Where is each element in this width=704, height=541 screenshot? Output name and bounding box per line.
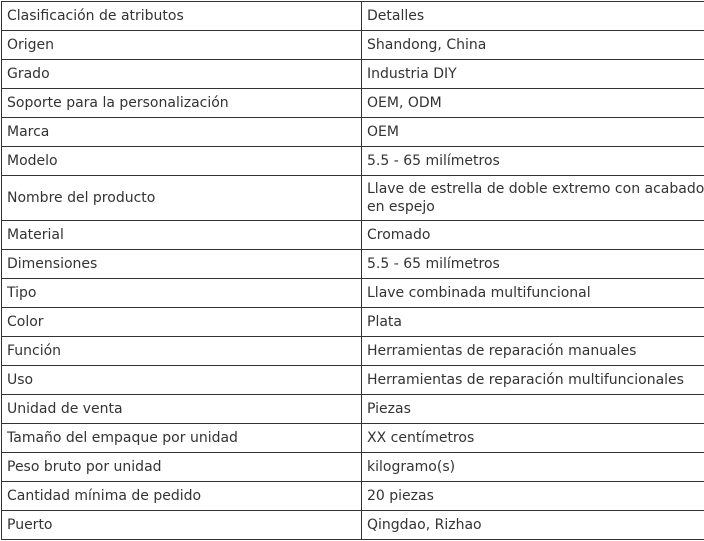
attribute-cell: Puerto — [2, 511, 362, 540]
attribute-cell: Función — [2, 337, 362, 366]
table-row — [2, 176, 704, 221]
value-cell: 5.5 - 65 milímetros — [362, 147, 704, 176]
attribute-cell: Modelo — [2, 147, 362, 176]
attribute-cell: Color — [2, 308, 362, 337]
value-cell: Plata — [362, 308, 704, 337]
table-header-row — [2, 2, 704, 31]
value-cell: Cromado — [362, 221, 704, 250]
table-row — [2, 453, 704, 482]
value-cell: Qingdao, Rizhao — [362, 511, 704, 540]
attribute-cell: Dimensiones — [2, 250, 362, 279]
value-cell: Llave combinada multifuncional — [362, 279, 704, 308]
attribute-cell: Tamaño del empaque por unidad — [2, 424, 362, 453]
table-row — [2, 337, 704, 366]
value-cell: XX centímetros — [362, 424, 704, 453]
attribute-cell: Tipo — [2, 279, 362, 308]
attribute-cell: Unidad de venta — [2, 395, 362, 424]
table-row — [2, 366, 704, 395]
table-row — [2, 395, 704, 424]
value-cell: Llave de estrella de doble extremo con acabado en espejo — [362, 176, 704, 221]
value-cell: 20 piezas — [362, 482, 704, 511]
attribute-cell: Nombre del producto — [2, 176, 362, 221]
table-row — [2, 221, 704, 250]
table-row — [2, 60, 704, 89]
table-row — [2, 31, 704, 60]
table-row — [2, 511, 704, 540]
attribute-cell: Cantidad mínima de pedido — [2, 482, 362, 511]
table-row — [2, 482, 704, 511]
table-row — [2, 308, 704, 337]
value-cell: OEM, ODM — [362, 89, 704, 118]
table-row — [2, 250, 704, 279]
attribute-cell: Uso — [2, 366, 362, 395]
value-cell: Herramientas de reparación manuales — [362, 337, 704, 366]
attribute-cell: Material — [2, 221, 362, 250]
value-cell: Piezas — [362, 395, 704, 424]
attribute-cell: Origen — [2, 31, 362, 60]
attribute-cell: Grado — [2, 60, 362, 89]
table-row — [2, 118, 704, 147]
value-cell: kilogramo(s) — [362, 453, 704, 482]
table-row — [2, 147, 704, 176]
value-cell: 5.5 - 65 milímetros — [362, 250, 704, 279]
attribute-cell: Soporte para la personalización — [2, 89, 362, 118]
attribute-cell: Marca — [2, 118, 362, 147]
value-cell: Industria DIY — [362, 60, 704, 89]
table-row — [2, 424, 704, 453]
table-row — [2, 89, 704, 118]
value-cell: Shandong, China — [362, 31, 704, 60]
attribute-cell: Peso bruto por unidad — [2, 453, 362, 482]
attributes-table — [1, 1, 704, 540]
value-cell: OEM — [362, 118, 704, 147]
table-row — [2, 279, 704, 308]
header-attribute-cell: Clasificación de atributos — [2, 2, 362, 31]
value-cell: Herramientas de reparación multifuncionales — [362, 366, 704, 395]
header-details-cell: Detalles — [362, 2, 704, 31]
